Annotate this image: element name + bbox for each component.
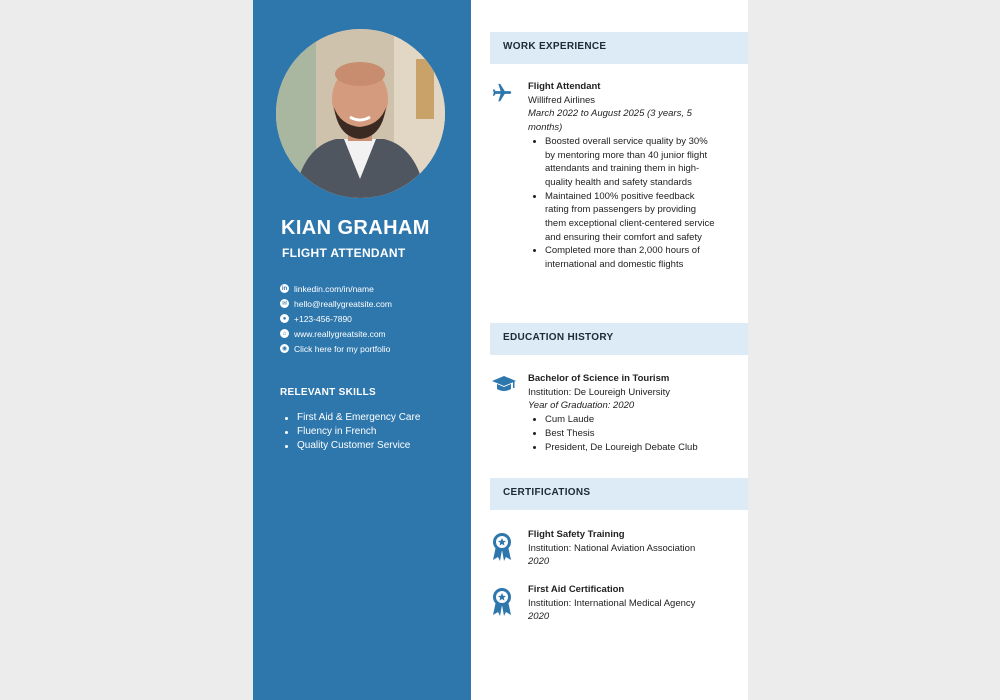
education-bullet: • Cum Laude <box>545 413 738 427</box>
contact-email[interactable] <box>280 296 392 311</box>
certification-entry <box>528 528 738 569</box>
candidate-role: FLIGHT ATTENDANT <box>282 246 406 260</box>
award-ribbon-icon <box>491 532 513 567</box>
degree: Bachelor of Science in Tourism <box>528 373 670 384</box>
graduation-cap-icon <box>491 374 517 399</box>
company-name: Willifred Airlines <box>528 94 596 106</box>
contact-website[interactable] <box>280 326 392 341</box>
education-entry <box>528 372 738 454</box>
education-band <box>490 323 748 355</box>
work-bullets <box>528 135 718 272</box>
job-dates: March 2022 to August 2025 (3 years, 5 months) <box>528 108 692 134</box>
work-bullet: • Completed more than 2,000 hours of international and domestic flights <box>545 244 718 271</box>
contact-phone[interactable] <box>280 311 392 326</box>
job-title: Flight Attendant <box>528 81 601 92</box>
education-bullets <box>528 413 738 454</box>
certification-entry <box>528 583 738 624</box>
certification-institution: Institution: National Aviation Association <box>528 542 696 554</box>
contact-portfolio-text: Click here for my portfolio <box>294 343 391 354</box>
portfolio-icon: ◉ <box>281 345 288 352</box>
work-entry <box>528 80 718 272</box>
contact-linkedin-text: linkedin.com/in/name <box>294 283 374 294</box>
skills-heading: RELEVANT SKILLS <box>280 387 376 398</box>
airplane-icon <box>491 82 513 109</box>
certification-year: 2020 <box>528 611 550 623</box>
website-icon: ⌂ <box>280 329 289 338</box>
contact-list <box>280 281 392 356</box>
skill-item: First Aid & Emergency Care <box>297 412 420 426</box>
skill-item: Quality Customer Service <box>297 440 420 454</box>
education-heading: EDUCATION HISTORY <box>503 332 614 343</box>
skill-item: Fluency in French <box>297 426 420 440</box>
profile-photo <box>276 29 445 198</box>
skills-list <box>297 412 420 454</box>
profile-photo-illustration <box>276 29 445 198</box>
award-ribbon-icon <box>491 587 513 622</box>
certifications-band <box>490 478 748 510</box>
sidebar <box>253 0 471 700</box>
work-bullet: • Maintained 100% positive feedback rating from passengers by providing them exceptional client-centered service and ensuring their comfort and safety <box>545 190 718 245</box>
contact-website-text: www.reallygreatsite.com <box>294 328 386 339</box>
work-bullet: • Boosted overall service quality by 30% by mentoring more than 40 junior flight attendants and training them in high-quality health and safety standards <box>545 135 718 190</box>
education-bullet: • Best Thesis <box>545 427 738 441</box>
certification-institution: Institution: International Medical Agency <box>528 597 696 609</box>
graduation-year: Year of Graduation: 2020 <box>528 400 635 412</box>
work-experience-heading: WORK EXPERIENCE <box>503 41 607 52</box>
linkedin-icon: in <box>281 285 288 292</box>
email-icon: ✉ <box>281 300 288 307</box>
certification-name: Flight Safety Training <box>528 529 625 540</box>
resume-page <box>253 0 748 700</box>
candidate-name: KIAN GRAHAM <box>281 217 430 239</box>
work-experience-band <box>490 32 748 64</box>
contact-portfolio[interactable] <box>280 341 392 356</box>
contact-email-text: hello@reallygreatsite.com <box>294 298 392 309</box>
contact-linkedin[interactable] <box>280 281 392 296</box>
phone-icon: ● <box>280 314 289 323</box>
certifications-heading: CERTIFICATIONS <box>503 487 591 498</box>
education-bullet: • President, De Loureigh Debate Club <box>545 441 738 455</box>
institution: Institution: De Loureigh University <box>528 386 671 398</box>
certification-year: 2020 <box>528 556 550 568</box>
contact-phone-text: +123-456-7890 <box>294 313 352 324</box>
certification-name: First Aid Certification <box>528 584 625 595</box>
